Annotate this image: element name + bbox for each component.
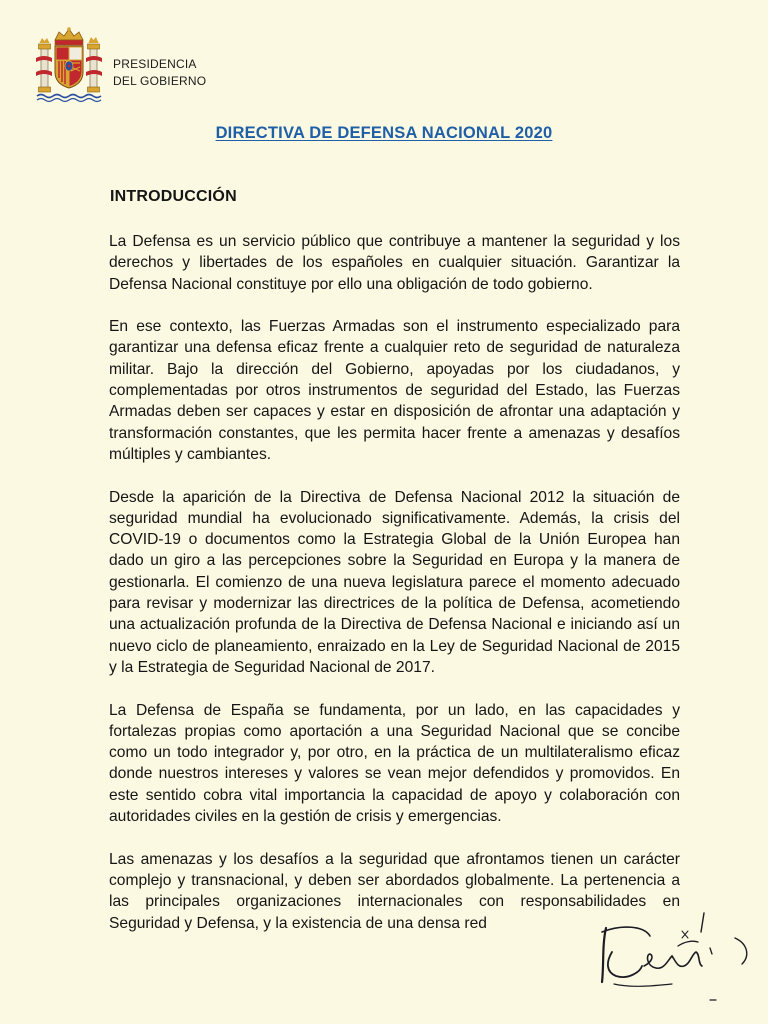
institution-line-1: PRESIDENCIA <box>113 57 197 71</box>
document-title: DIRECTIVA DE DEFENSA NACIONAL 2020 <box>215 124 553 142</box>
paragraph-5: Las amenazas y los desafíos a la seguridad que afrontamos tienen un carácter complejo y transnacional, y deben ser abordados globalmente. La pertenencia a las principales organizaciones internacionales con responsabilidades en Seguridad y Defensa, y la existencia de una densa red <box>109 850 680 932</box>
signature-icon <box>592 910 762 1010</box>
section-heading: INTRODUCCIÓN <box>110 188 237 205</box>
paragraph-4: La Defensa de España se fundamenta, por un lado, en las capacidades y fortalezas propias como aportación a una Seguridad Nacional que se concibe como un todo integrador y, por otro, en la práctica de un multilateralismo eficaz donde nuestros intereses y valores se vean mejor defendidos y promovidos. En este sentido cobra vital importancia la capacidad de apoyo y colaboración con autoridades civiles en la gestión de crisis y emergencias. <box>109 701 680 826</box>
paragraph-2: En ese contexto, las Fuerzas Armadas son el instrumento especializado para garantizar una defensa eficaz frente a cualquier reto de seguridad de naturaleza militar. Bajo la dirección del Gobierno, apoyadas por los ciudadanos, y complementadas por otros instrumentos de seguridad del Estado, las Fuerzas Armadas deben ser capaces y estar en disposición de afrontar una adaptación y transformación constantes, que les permita hacer frente a amenazas y desafíos múltiples y cambiantes. <box>109 318 680 463</box>
institution-line-2: DEL GOBIERNO <box>113 74 207 88</box>
paragraph-1: La Defensa es un servicio público que contribuye a mantener la seguridad y los derechos y libertades de los españoles en cualquier situación. Garantizar la Defensa Nacional constituye por ello una obligación de todo gobierno. <box>109 233 680 293</box>
institution-name <box>113 56 206 90</box>
document-body <box>109 231 680 955</box>
paragraph-3: Desde la aparición de la Directiva de Defensa Nacional 2012 la situación de seguridad mundial ha evolucionado significativamente. Además, la crisis del COVID-19 o documentos como la Estrategia Global de la Unión Europea han dado un giro a las percepciones sobre la Seguridad en Europa y la manera de gestionarla. El comienzo de una nueva legislatura parece el momento adecuado para revisar y modernizar las directrices de la política de Defensa, acometiendo una actualización profunda de la Directiva de Defensa Nacional e iniciando así un nuevo ciclo de planeamiento, enraizado en la Ley de Seguridad Nacional de 2015 y la Estrategia de Seguridad Nacional de 2017. <box>109 488 680 676</box>
coat-of-arms-icon <box>33 26 105 104</box>
